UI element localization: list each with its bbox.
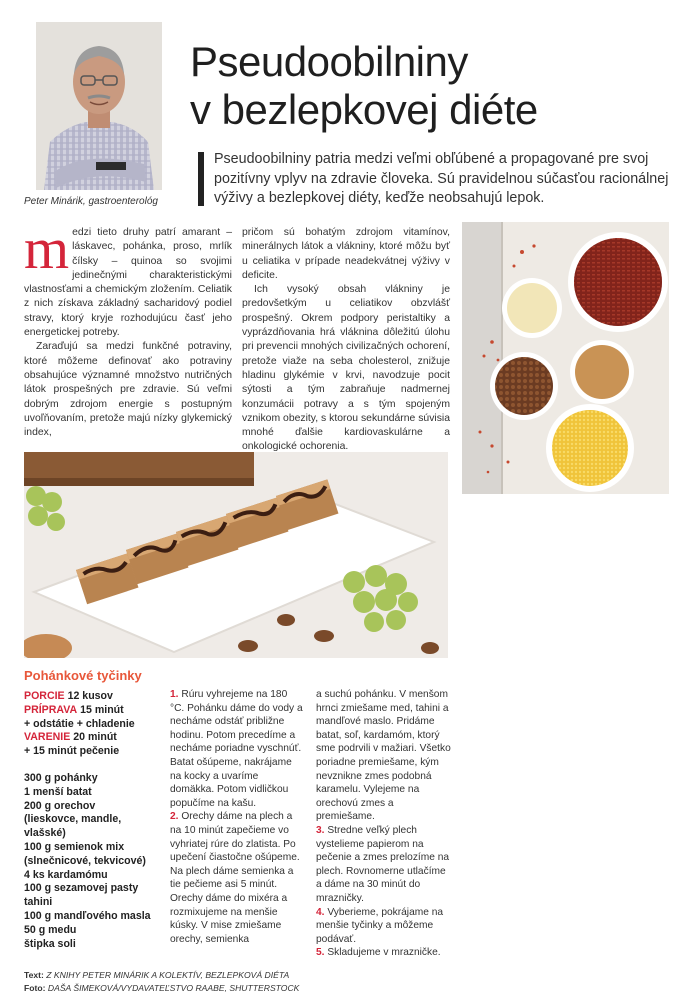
step-text: Rúru vyhrejeme na 180 °C. Pohánku dáme do vody a necháme odstáť približne hodinu. Potom precedíme a necháme poriadne vyschnúť. Batat ošúpeme, nakrájame na kocky a uvaríme domäkka. Potom vidličkou popučíme na kašu. [170,689,303,809]
servings-label: PORCIE [24,690,65,702]
recipe-specs [24,690,174,759]
title-line-2: v bezlepkovej diéte [190,86,538,133]
ingredient-item: (lieskovce, mandle, [24,813,122,826]
step-number: 5. [316,947,325,959]
ingredient-item: 200 g orechov [24,799,96,812]
body-paragraph-2: Zaraďujú sa medzi funkčné potraviny, ktoré môžeme definovať ako potraviny obsahujúce významné množstvo nutričných látok prospešných pre zdravie. Sú veľmi dobrým zdrojom energie s postupným uvoľňovaním, pretože majú nízky glykemický index, [24,341,232,439]
ingredient-item: 300 g pohánky [24,772,98,784]
photo-credit-label: Foto: [24,983,46,993]
grains-photo [462,222,669,494]
cook-extra: + 15 minút pečenie [24,745,120,758]
recipe-title: Pohánkové tyčinky [24,668,142,683]
step-text: Vyberieme, pokrájame na menšie tyčinky a môžeme podávať. [316,906,444,945]
ingredient-item: štipka soli [24,937,76,950]
ingredient-item: 100 g sezamovej pasty [24,882,139,895]
recipe-steps-col-1 [170,688,304,946]
cook-value: 20 minút [73,731,117,744]
article-title [190,38,690,134]
drop-cap: m [24,216,70,281]
recipe-steps-col-2 [316,688,452,960]
prep-extra: + odstátie + chladenie [24,717,135,730]
step-text: Orechy dáme na plech a na 10 minút zapečieme vo vyhriatej rúre do zlatista. Po upečení čiastočne ošúpeme. Na plech dáme semienka a tie pečieme asi 5 minút. Orechy dáme do mixéra a rozmixujeme na menšie kúsky. V mise zmiešame orechy, semienka [170,811,300,945]
text-credit-value: Z KNIHY PETER MINÁRIK A KOLEKTÍV, BEZLEPKOVÁ DIÉTA [46,970,290,980]
ingredient-item: vlašské) [24,827,66,840]
ingredient-item: 4 ks kardamómu [24,868,108,881]
lead-paragraph: Pseudoobilniny patria medzi veľmi obľúbené a propagované pre svoj pozitívny vplyv na zdravie človeka. Sú pravidelnou súčasťou racionálnej výživy a bezlepkovej diéty, keďže neobsahujú lepok. [214,151,669,206]
prep-label: PRÍPRAVA [24,703,78,716]
prep-value: 15 minút [80,703,124,716]
lead-accent-bar [198,152,204,206]
step-number: 2. [170,811,179,823]
body-paragraph-1: edzi tieto druhy patrí amarant – láskavec, pohánka, proso, mrlík čílsky – quinoa so svojimi jedinečnými charakteristickými vlastnosťami a chemickým zložením. Celiatik z nich získava základný sacharidový podiel stravy, ktorý kryje rozhodujúcu časť jeho energetickej potreby. [24,227,232,339]
ingredient-item: (slnečnicové, tekvicové) [24,854,146,867]
buckwheat-bars-photo [24,452,448,658]
ingredients-list [24,772,174,951]
photo-credit-value: DAŠA ŠIMEKOVÁ/VYDAVATEĽSTVO RAABE, SHUTTERSTOCK [47,983,300,993]
step-number: 1. [170,689,179,700]
step-number: 4. [316,906,325,918]
body-column-2 [242,226,450,455]
step-text: a suchú pohánku. V menšom hrnci zmiešame med, tahini a mandľové maslo. Pridáme batat, soľ, kardamóm, ktorý sme podrvili v mažiari. Všetko poriadne premiešame, kým nevznikne zmes podobná karamelu. Vylejeme na orechovú zmes a premiešame. [316,689,451,823]
step-text: Stredne veľký plech vystelieme papierom na pečenie a zmes prelozíme na plech. Rovnomerne utlačíme a dáme na 30 minút do mrazničky. [316,824,450,904]
title-line-1: Pseudoobilniny [190,38,468,85]
photo-credit [24,983,299,993]
ingredient-item: 100 g semienok mix [24,840,125,853]
body-paragraph-3: pričom sú bohatým zdrojom vitamínov, minerálnych látok a vlákniny, ktoré môžu byť u celiatika v prípade neadekvátnej výživy v deficite. [242,227,450,281]
ingredient-item: 50 g medu [24,923,77,936]
ingredient-item: 100 g mandľového masla [24,909,151,922]
servings-value: 12 kusov [67,690,113,702]
text-credit-label: Text: [24,970,44,980]
cook-label: VARENIE [24,731,71,744]
text-credit [24,970,289,980]
body-column-1 [24,216,232,440]
author-caption: Peter Minárik, gastroenterológ [24,196,158,207]
step-number: 3. [316,824,325,836]
ingredient-item: 1 menší batat [24,785,92,798]
body-paragraph-4: Ich vysoký obsah vlákniny je predovšetkým u celiatikov obzvlášť prospešný. Okrem podpory peristaltiky a vyprázdňovania hrá vláknina dôležitú úlohu pri prevencii mnohých civilizačných ochorení, pretože viaže na seba cholesterol, znižuje hladinu glykémie v krvi, navodzuje pocit sýtosti a tým zabraňuje nadmernej konzumácii potravy a s tým spojeným vznikom obezity, s ktorou sekundárne súvisia mnohé ďalšie kardiovaskulárne a onkologické ochorenia. [242,284,450,453]
step-text: Skladujeme v mrazničke. [327,947,441,959]
ingredient-item: tahini [24,896,53,909]
author-portrait [36,22,162,190]
